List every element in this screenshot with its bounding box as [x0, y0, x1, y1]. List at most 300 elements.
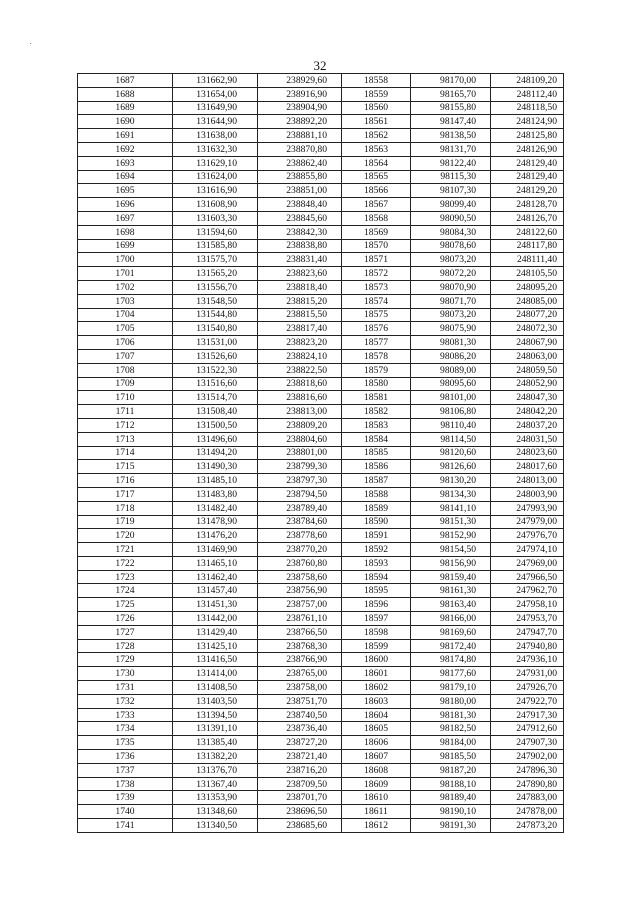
y-coordinate-a-cell: 238778,60	[258, 529, 342, 543]
y-coordinate-a-cell: 238845,60	[258, 211, 342, 225]
point-number-a-cell: 1732	[78, 694, 173, 708]
y-coordinate-a-cell: 238701,70	[258, 791, 342, 805]
x-coordinate-a-cell: 131540,80	[173, 322, 258, 336]
y-coordinate-b-cell: 247883,00	[491, 791, 564, 805]
y-coordinate-b-cell: 248126,70	[491, 211, 564, 225]
y-coordinate-b-cell: 247976,70	[491, 529, 564, 543]
table-row	[78, 805, 564, 819]
point-number-b-cell: 18562	[342, 129, 411, 143]
point-number-a-cell: 1728	[78, 639, 173, 653]
x-coordinate-b-cell: 98106,80	[411, 405, 491, 419]
y-coordinate-b-cell: 248013,00	[491, 474, 564, 488]
y-coordinate-b-cell: 248052,90	[491, 377, 564, 391]
point-number-a-cell: 1721	[78, 543, 173, 557]
table-row	[78, 101, 564, 115]
point-number-a-cell: 1716	[78, 474, 173, 488]
x-coordinate-b-cell: 98078,60	[411, 239, 491, 253]
table-row	[78, 639, 564, 653]
x-coordinate-b-cell: 98115,30	[411, 170, 491, 184]
point-number-b-cell: 18579	[342, 363, 411, 377]
y-coordinate-b-cell: 248124,90	[491, 115, 564, 129]
coordinates-table	[77, 73, 564, 833]
table-row	[78, 294, 564, 308]
point-number-b-cell: 18600	[342, 653, 411, 667]
point-number-b-cell: 18587	[342, 474, 411, 488]
y-coordinate-a-cell: 238851,00	[258, 184, 342, 198]
x-coordinate-a-cell: 131565,20	[173, 267, 258, 281]
point-number-a-cell: 1706	[78, 336, 173, 350]
x-coordinate-a-cell: 131624,00	[173, 170, 258, 184]
table-row	[78, 336, 564, 350]
x-coordinate-b-cell: 98073,20	[411, 308, 491, 322]
point-number-a-cell: 1702	[78, 280, 173, 294]
y-coordinate-a-cell: 238815,20	[258, 294, 342, 308]
x-coordinate-a-cell: 131348,60	[173, 805, 258, 819]
point-number-b-cell: 18582	[342, 405, 411, 419]
x-coordinate-a-cell: 131522,30	[173, 363, 258, 377]
y-coordinate-b-cell: 248077,20	[491, 308, 564, 322]
table-row	[78, 529, 564, 543]
table-row	[78, 570, 564, 584]
y-coordinate-a-cell: 238881,10	[258, 129, 342, 143]
point-number-b-cell: 18561	[342, 115, 411, 129]
y-coordinate-a-cell: 238817,40	[258, 322, 342, 336]
x-coordinate-a-cell: 131485,10	[173, 474, 258, 488]
table-row	[78, 667, 564, 681]
point-number-b-cell: 18604	[342, 708, 411, 722]
x-coordinate-b-cell: 98161,30	[411, 584, 491, 598]
table-row	[78, 625, 564, 639]
y-coordinate-a-cell: 238822,50	[258, 363, 342, 377]
y-coordinate-a-cell: 238768,30	[258, 639, 342, 653]
point-number-b-cell: 18603	[342, 694, 411, 708]
point-number-a-cell: 1727	[78, 625, 173, 639]
x-coordinate-b-cell: 98191,30	[411, 819, 491, 833]
x-coordinate-b-cell: 98072,20	[411, 267, 491, 281]
point-number-b-cell: 18602	[342, 681, 411, 695]
y-coordinate-a-cell: 238815,50	[258, 308, 342, 322]
point-number-b-cell: 18599	[342, 639, 411, 653]
point-number-b-cell: 18606	[342, 736, 411, 750]
coordinates-table-body	[78, 74, 564, 833]
x-coordinate-b-cell: 98110,40	[411, 418, 491, 432]
x-coordinate-a-cell: 131403,50	[173, 694, 258, 708]
point-number-b-cell: 18597	[342, 612, 411, 626]
point-number-a-cell: 1698	[78, 225, 173, 239]
x-coordinate-a-cell: 131367,40	[173, 777, 258, 791]
x-coordinate-b-cell: 98138,50	[411, 129, 491, 143]
table-row	[78, 129, 564, 143]
point-number-a-cell: 1709	[78, 377, 173, 391]
x-coordinate-b-cell: 98179,10	[411, 681, 491, 695]
x-coordinate-b-cell: 98182,50	[411, 722, 491, 736]
table-row	[78, 253, 564, 267]
x-coordinate-b-cell: 98189,40	[411, 791, 491, 805]
table-row	[78, 418, 564, 432]
y-coordinate-a-cell: 238799,30	[258, 460, 342, 474]
x-coordinate-a-cell: 131376,70	[173, 763, 258, 777]
point-number-a-cell: 1739	[78, 791, 173, 805]
y-coordinate-b-cell: 247974,10	[491, 543, 564, 557]
x-coordinate-b-cell: 98181,30	[411, 708, 491, 722]
x-coordinate-a-cell: 131457,40	[173, 584, 258, 598]
y-coordinate-a-cell: 238816,60	[258, 391, 342, 405]
point-number-a-cell: 1741	[78, 819, 173, 833]
y-coordinate-a-cell: 238842,30	[258, 225, 342, 239]
y-coordinate-b-cell: 247958,10	[491, 598, 564, 612]
x-coordinate-a-cell: 131340,50	[173, 819, 258, 833]
x-coordinate-a-cell: 131629,10	[173, 156, 258, 170]
point-number-a-cell: 1710	[78, 391, 173, 405]
x-coordinate-a-cell: 131483,80	[173, 487, 258, 501]
table-row	[78, 708, 564, 722]
y-coordinate-b-cell: 248109,20	[491, 74, 564, 88]
x-coordinate-b-cell: 98134,30	[411, 487, 491, 501]
table-row	[78, 405, 564, 419]
point-number-a-cell: 1723	[78, 570, 173, 584]
x-coordinate-b-cell: 98180,00	[411, 694, 491, 708]
point-number-a-cell: 1733	[78, 708, 173, 722]
x-coordinate-b-cell: 98089,00	[411, 363, 491, 377]
point-number-a-cell: 1724	[78, 584, 173, 598]
point-number-b-cell: 18601	[342, 667, 411, 681]
x-coordinate-a-cell: 131425,10	[173, 639, 258, 653]
point-number-b-cell: 18586	[342, 460, 411, 474]
point-number-b-cell: 18569	[342, 225, 411, 239]
x-coordinate-b-cell: 98131,70	[411, 142, 491, 156]
point-number-a-cell: 1719	[78, 515, 173, 529]
y-coordinate-b-cell: 248128,70	[491, 198, 564, 212]
x-coordinate-a-cell: 131544,80	[173, 308, 258, 322]
table-row	[78, 267, 564, 281]
point-number-a-cell: 1720	[78, 529, 173, 543]
x-coordinate-a-cell: 131408,50	[173, 681, 258, 695]
x-coordinate-b-cell: 98174,80	[411, 653, 491, 667]
x-coordinate-b-cell: 98120,60	[411, 446, 491, 460]
point-number-a-cell: 1715	[78, 460, 173, 474]
point-number-b-cell: 18590	[342, 515, 411, 529]
point-number-a-cell: 1740	[78, 805, 173, 819]
table-row	[78, 584, 564, 598]
y-coordinate-a-cell: 238804,60	[258, 432, 342, 446]
x-coordinate-a-cell: 131500,50	[173, 418, 258, 432]
x-coordinate-b-cell: 98073,20	[411, 253, 491, 267]
x-coordinate-a-cell: 131442,00	[173, 612, 258, 626]
point-number-a-cell: 1699	[78, 239, 173, 253]
point-number-a-cell: 1697	[78, 211, 173, 225]
point-number-b-cell: 18574	[342, 294, 411, 308]
table-row	[78, 681, 564, 695]
table-row	[78, 543, 564, 557]
y-coordinate-a-cell: 238797,30	[258, 474, 342, 488]
x-coordinate-b-cell: 98166,00	[411, 612, 491, 626]
point-number-b-cell: 18591	[342, 529, 411, 543]
point-number-b-cell: 18558	[342, 74, 411, 88]
x-coordinate-b-cell: 98169,60	[411, 625, 491, 639]
y-coordinate-a-cell: 238736,40	[258, 722, 342, 736]
point-number-b-cell: 18581	[342, 391, 411, 405]
point-number-b-cell: 18609	[342, 777, 411, 791]
point-number-a-cell: 1690	[78, 115, 173, 129]
y-coordinate-b-cell: 248105,50	[491, 267, 564, 281]
table-row	[78, 184, 564, 198]
x-coordinate-a-cell: 131603,30	[173, 211, 258, 225]
point-number-a-cell: 1705	[78, 322, 173, 336]
point-number-b-cell: 18575	[342, 308, 411, 322]
page-number: 32	[313, 58, 327, 73]
x-coordinate-b-cell: 98147,40	[411, 115, 491, 129]
x-coordinate-a-cell: 131476,20	[173, 529, 258, 543]
table-row	[78, 694, 564, 708]
y-coordinate-a-cell: 238801,00	[258, 446, 342, 460]
y-coordinate-b-cell: 247926,70	[491, 681, 564, 695]
table-row	[78, 170, 564, 184]
point-number-a-cell: 1730	[78, 667, 173, 681]
table-row	[78, 763, 564, 777]
x-coordinate-a-cell: 131478,90	[173, 515, 258, 529]
table-row	[78, 363, 564, 377]
table-row	[78, 225, 564, 239]
table-row	[78, 819, 564, 833]
point-number-a-cell: 1688	[78, 87, 173, 101]
x-coordinate-b-cell: 98070,90	[411, 280, 491, 294]
x-coordinate-b-cell: 98159,40	[411, 570, 491, 584]
x-coordinate-b-cell: 98188,10	[411, 777, 491, 791]
x-coordinate-a-cell: 131514,70	[173, 391, 258, 405]
x-coordinate-b-cell: 98190,10	[411, 805, 491, 819]
point-number-a-cell: 1734	[78, 722, 173, 736]
x-coordinate-a-cell: 131662,90	[173, 74, 258, 88]
point-number-b-cell: 18607	[342, 750, 411, 764]
x-coordinate-b-cell: 98163,40	[411, 598, 491, 612]
x-coordinate-a-cell: 131556,70	[173, 280, 258, 294]
x-coordinate-b-cell: 98095,60	[411, 377, 491, 391]
y-coordinate-b-cell: 247907,30	[491, 736, 564, 750]
point-number-b-cell: 18598	[342, 625, 411, 639]
point-number-a-cell: 1731	[78, 681, 173, 695]
x-coordinate-b-cell: 98107,30	[411, 184, 491, 198]
point-number-b-cell: 18592	[342, 543, 411, 557]
x-coordinate-b-cell: 98154,50	[411, 543, 491, 557]
x-coordinate-a-cell: 131516,60	[173, 377, 258, 391]
y-coordinate-a-cell: 238756,90	[258, 584, 342, 598]
x-coordinate-a-cell: 131385,40	[173, 736, 258, 750]
table-row	[78, 115, 564, 129]
x-coordinate-b-cell: 98177,60	[411, 667, 491, 681]
y-coordinate-a-cell: 238758,00	[258, 681, 342, 695]
point-number-b-cell: 18585	[342, 446, 411, 460]
x-coordinate-a-cell: 131494,20	[173, 446, 258, 460]
x-coordinate-a-cell: 131469,90	[173, 543, 258, 557]
point-number-a-cell: 1735	[78, 736, 173, 750]
y-coordinate-b-cell: 247890,80	[491, 777, 564, 791]
point-number-b-cell: 18570	[342, 239, 411, 253]
x-coordinate-b-cell: 98151,30	[411, 515, 491, 529]
table-row	[78, 487, 564, 501]
y-coordinate-a-cell: 238727,20	[258, 736, 342, 750]
y-coordinate-a-cell: 238770,20	[258, 543, 342, 557]
scan-speck	[30, 43, 31, 44]
table-row	[78, 460, 564, 474]
y-coordinate-b-cell: 247878,00	[491, 805, 564, 819]
y-coordinate-b-cell: 248042,20	[491, 405, 564, 419]
table-row	[78, 322, 564, 336]
y-coordinate-a-cell: 238709,50	[258, 777, 342, 791]
x-coordinate-a-cell: 131575,70	[173, 253, 258, 267]
point-number-a-cell: 1707	[78, 349, 173, 363]
y-coordinate-b-cell: 248095,20	[491, 280, 564, 294]
x-coordinate-b-cell: 98086,20	[411, 349, 491, 363]
table-row	[78, 391, 564, 405]
table-row	[78, 612, 564, 626]
y-coordinate-b-cell: 247931,00	[491, 667, 564, 681]
y-coordinate-b-cell: 248129,40	[491, 156, 564, 170]
x-coordinate-b-cell: 98075,90	[411, 322, 491, 336]
y-coordinate-b-cell: 248085,00	[491, 294, 564, 308]
y-coordinate-a-cell: 238823,60	[258, 267, 342, 281]
y-coordinate-b-cell: 248117,80	[491, 239, 564, 253]
point-number-b-cell: 18573	[342, 280, 411, 294]
table-row	[78, 280, 564, 294]
point-number-b-cell: 18593	[342, 556, 411, 570]
point-number-b-cell: 18611	[342, 805, 411, 819]
x-coordinate-a-cell: 131496,60	[173, 432, 258, 446]
x-coordinate-a-cell: 131531,00	[173, 336, 258, 350]
table-row	[78, 198, 564, 212]
point-number-a-cell: 1738	[78, 777, 173, 791]
y-coordinate-b-cell: 248037,20	[491, 418, 564, 432]
point-number-b-cell: 18565	[342, 170, 411, 184]
x-coordinate-a-cell: 131462,40	[173, 570, 258, 584]
table-row	[78, 308, 564, 322]
x-coordinate-b-cell: 98090,50	[411, 211, 491, 225]
y-coordinate-a-cell: 238838,80	[258, 239, 342, 253]
y-coordinate-a-cell: 238761,10	[258, 612, 342, 626]
y-coordinate-a-cell: 238824,10	[258, 349, 342, 363]
x-coordinate-b-cell: 98185,50	[411, 750, 491, 764]
point-number-b-cell: 18571	[342, 253, 411, 267]
x-coordinate-a-cell: 131391,10	[173, 722, 258, 736]
table-row	[78, 142, 564, 156]
point-number-b-cell: 18583	[342, 418, 411, 432]
y-coordinate-a-cell: 238916,90	[258, 87, 342, 101]
y-coordinate-b-cell: 247962,70	[491, 584, 564, 598]
x-coordinate-b-cell: 98122,40	[411, 156, 491, 170]
point-number-a-cell: 1722	[78, 556, 173, 570]
x-coordinate-b-cell: 98165,70	[411, 87, 491, 101]
y-coordinate-b-cell: 248111,40	[491, 253, 564, 267]
x-coordinate-b-cell: 98184,00	[411, 736, 491, 750]
table-row	[78, 377, 564, 391]
point-number-a-cell: 1696	[78, 198, 173, 212]
x-coordinate-a-cell: 131429,40	[173, 625, 258, 639]
x-coordinate-a-cell: 131649,90	[173, 101, 258, 115]
y-coordinate-b-cell: 248122,60	[491, 225, 564, 239]
point-number-b-cell: 18578	[342, 349, 411, 363]
table-row	[78, 156, 564, 170]
y-coordinate-b-cell: 248067,90	[491, 336, 564, 350]
x-coordinate-a-cell: 131382,20	[173, 750, 258, 764]
point-number-b-cell: 18589	[342, 501, 411, 515]
table-row	[78, 777, 564, 791]
point-number-a-cell: 1725	[78, 598, 173, 612]
y-coordinate-a-cell: 238757,00	[258, 598, 342, 612]
y-coordinate-a-cell: 238740,50	[258, 708, 342, 722]
x-coordinate-a-cell: 131616,90	[173, 184, 258, 198]
x-coordinate-b-cell: 98084,30	[411, 225, 491, 239]
point-number-a-cell: 1712	[78, 418, 173, 432]
y-coordinate-b-cell: 247947,70	[491, 625, 564, 639]
y-coordinate-a-cell: 238766,90	[258, 653, 342, 667]
point-number-a-cell: 1701	[78, 267, 173, 281]
y-coordinate-b-cell: 248047,30	[491, 391, 564, 405]
point-number-a-cell: 1700	[78, 253, 173, 267]
x-coordinate-a-cell: 131482,40	[173, 501, 258, 515]
point-number-a-cell: 1726	[78, 612, 173, 626]
table-row	[78, 349, 564, 363]
point-number-a-cell: 1693	[78, 156, 173, 170]
y-coordinate-b-cell: 247966,50	[491, 570, 564, 584]
y-coordinate-a-cell: 238855,80	[258, 170, 342, 184]
y-coordinate-a-cell: 238721,40	[258, 750, 342, 764]
table-row	[78, 87, 564, 101]
y-coordinate-b-cell: 247922,70	[491, 694, 564, 708]
table-row	[78, 239, 564, 253]
point-number-a-cell: 1689	[78, 101, 173, 115]
y-coordinate-b-cell: 248031,50	[491, 432, 564, 446]
point-number-a-cell: 1703	[78, 294, 173, 308]
point-number-b-cell: 18605	[342, 722, 411, 736]
point-number-a-cell: 1692	[78, 142, 173, 156]
y-coordinate-a-cell: 238831,40	[258, 253, 342, 267]
y-coordinate-a-cell: 238818,60	[258, 377, 342, 391]
y-coordinate-a-cell: 238892,20	[258, 115, 342, 129]
x-coordinate-a-cell: 131465,10	[173, 556, 258, 570]
table-row	[78, 556, 564, 570]
x-coordinate-b-cell: 98130,20	[411, 474, 491, 488]
x-coordinate-a-cell: 131585,80	[173, 239, 258, 253]
table-row	[78, 722, 564, 736]
point-number-b-cell: 18572	[342, 267, 411, 281]
y-coordinate-b-cell: 248059,50	[491, 363, 564, 377]
y-coordinate-b-cell: 247902,00	[491, 750, 564, 764]
point-number-b-cell: 18596	[342, 598, 411, 612]
x-coordinate-a-cell: 131353,90	[173, 791, 258, 805]
point-number-a-cell: 1718	[78, 501, 173, 515]
x-coordinate-b-cell: 98141,10	[411, 501, 491, 515]
y-coordinate-b-cell: 248063,00	[491, 349, 564, 363]
y-coordinate-a-cell: 238813,00	[258, 405, 342, 419]
y-coordinate-a-cell: 238823,20	[258, 336, 342, 350]
point-number-a-cell: 1694	[78, 170, 173, 184]
y-coordinate-b-cell: 248129,40	[491, 170, 564, 184]
y-coordinate-b-cell: 248023,60	[491, 446, 564, 460]
y-coordinate-b-cell: 247912,60	[491, 722, 564, 736]
x-coordinate-a-cell: 131654,00	[173, 87, 258, 101]
x-coordinate-b-cell: 98156,90	[411, 556, 491, 570]
table-row	[78, 211, 564, 225]
point-number-a-cell: 1736	[78, 750, 173, 764]
point-number-a-cell: 1708	[78, 363, 173, 377]
x-coordinate-b-cell: 98187,20	[411, 763, 491, 777]
y-coordinate-b-cell: 247953,70	[491, 612, 564, 626]
x-coordinate-a-cell: 131526,60	[173, 349, 258, 363]
x-coordinate-b-cell: 98114,50	[411, 432, 491, 446]
point-number-b-cell: 18576	[342, 322, 411, 336]
x-coordinate-a-cell: 131548,50	[173, 294, 258, 308]
y-coordinate-a-cell: 238766,50	[258, 625, 342, 639]
point-number-b-cell: 18559	[342, 87, 411, 101]
